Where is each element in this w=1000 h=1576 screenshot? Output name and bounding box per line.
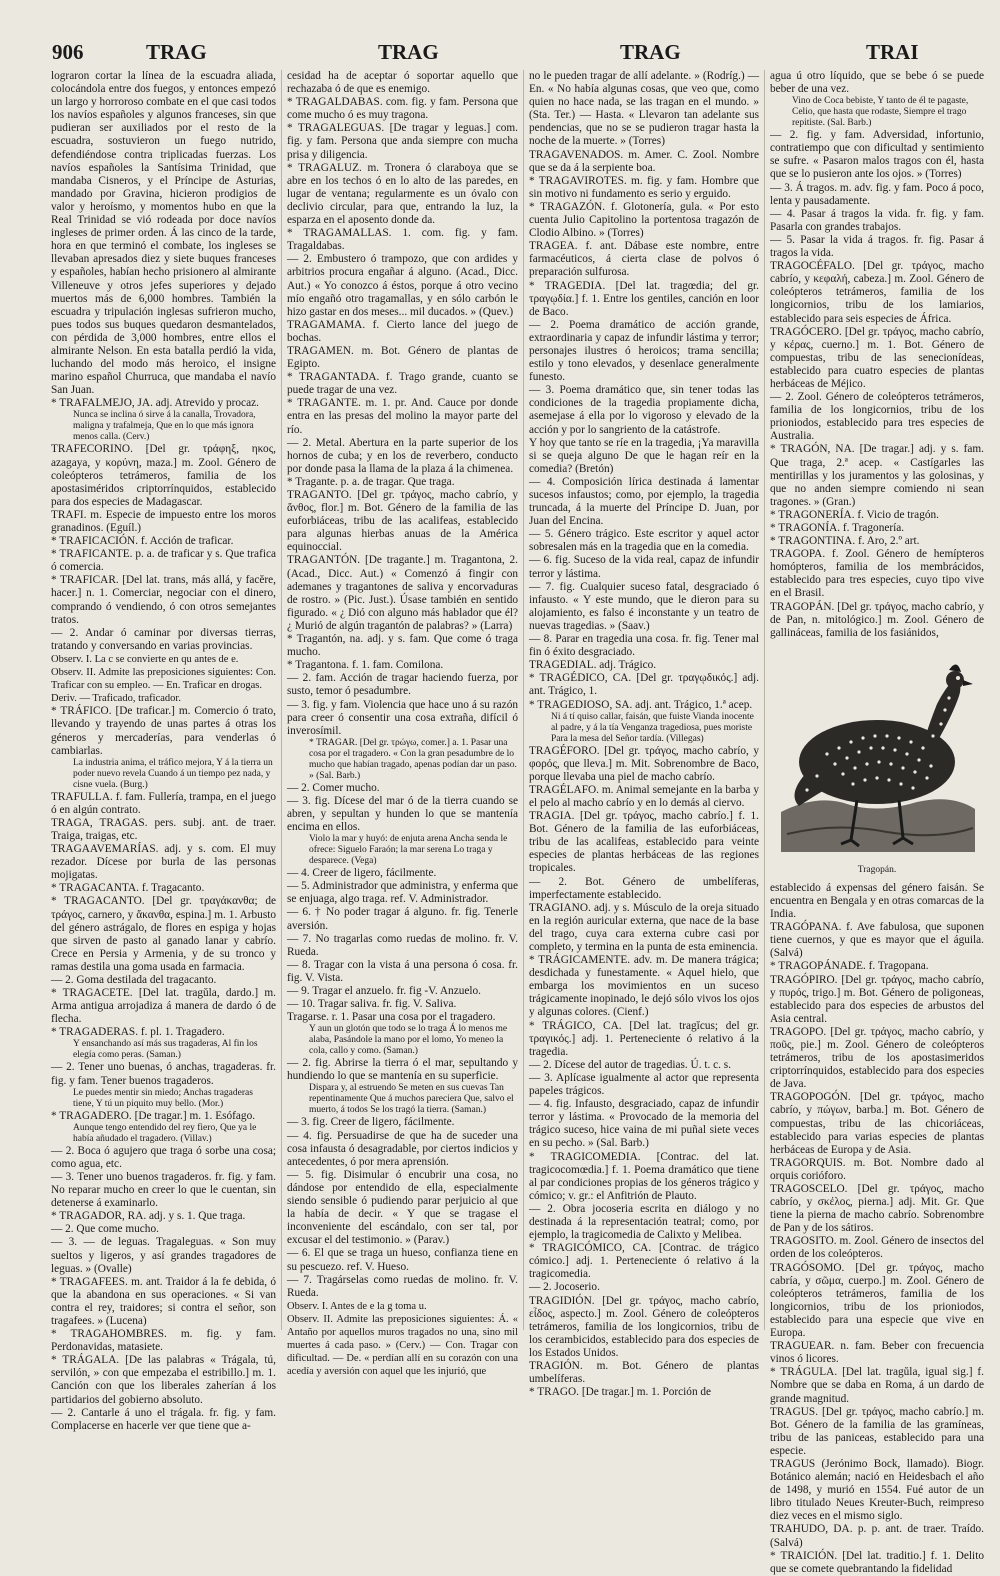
- dictionary-entry: — 5. fig. Disimular ó encubrir una cosa, no dándose por entendido de ella, especialmente siendo sensible ó pudiendo parar perjuicio al que la había de decir. « Y que se tragase el inconveniente del escándalo, con ser tal, por excusar el del testimonio. » (Parav.): [287, 1168, 518, 1247]
- text-column-2: [287, 70, 518, 1378]
- guide-word: TRAG: [378, 40, 439, 64]
- dictionary-entry: TRAHUDO, DA. p. p. ant. de traer. Traído. (Salvá): [770, 1523, 984, 1549]
- dictionary-entry: * TRAGEDIA. [Del lat. tragœdia; del gr. τραγῳδία.] f. 1. Entre los gentiles, canción en loor de Baco.: [529, 279, 759, 318]
- dictionary-entry: TRAGÉFORO. [Del gr. τράγος, macho cabrío, y φορός, que lleva.] m. Mit. Sobrenombre de Baco, porque llevaba una piel de macho cabrío.: [529, 744, 759, 783]
- dictionary-entry: — 3. Tener uno buenos tragaderos. fr. fig. y fam. No reparar mucho en creer lo que le cuentan, sin detenerse á examinarlo.: [51, 1170, 276, 1210]
- dictionary-entry: * TRAGICÓMICO, CA. [Contrac. de trágico cómico.] adj. 1. Perteneciente ó relativo á la tragicomedia.: [529, 1242, 759, 1281]
- dictionary-entry: — 3. Aplícase igualmente al actor que representa papeles trágicos.: [529, 1071, 759, 1098]
- dictionary-entry: — 2. Obra jocoseria escrita en diálogo y no destinada á la representación teatral; como, por ejemplo, la tragicomedia de Calixto y Melibea.: [529, 1202, 759, 1242]
- dictionary-entry: establecido á expensas del género faisán. Se encuentra en Bengala y en otras comarcas de la India.: [770, 881, 984, 921]
- dictionary-entry: * TRAGÉDICO, CA. [Del gr. τραγῳδικός.] adj. ant. Trágico, 1.: [529, 672, 759, 698]
- dictionary-entry: * TRAGONERÍA. f. Vicio de tragón.: [770, 508, 939, 521]
- dictionary-entry: * TRAGICOMEDIA. [Contrac. del lat. tragicocomœdia.] f. 1. Poema dramático que tiene al par condiciones propias de los géneros trágico y cómico; v. gr.: el Anfitrión de Plauto.: [529, 1150, 759, 1202]
- dictionary-entry: — 5. Género trágico. Este escritor y aquel actor sobresalen más en la tragedia que en la comedia.: [529, 528, 759, 554]
- dictionary-entry: — 5. Administrador que administra, y enferma que se enjuaga, algo traga. ref. V. Administrador.: [287, 880, 518, 906]
- dictionary-entry: * TRAGÓN, NA. [De tragar.] adj. y s. fam. Que traga, 2.ª acep. « Castígarles las mentirillas y los juramentos y las golosinas, y que no anden siempre comiendo ni sean tragones. » (Gran.): [770, 443, 984, 508]
- dictionary-entry: TRAGUS (Jerónimo Bock, llamado). Biogr. Botánico alemán; nació en Heidesbach el año de 1498, y murió en 1554. Fué autor de un libro titulado Neues Kreuter-Buch, reimpreso diez veces en el mismo siglo.: [770, 1457, 984, 1523]
- dictionary-entry: * TRAFICAR. [Del lat. trans, más allá, y facĕre, hacer.] n. 1. Comerciar, negociar con el dinero, comprando ó vendiendo, ó con otros semejantes tratos.: [51, 574, 276, 626]
- dictionary-entry: TRAGOSITO. m. Zool. Género de insectos del orden de los coleópteros.: [770, 1235, 984, 1261]
- usage-note: Observ. II. Admite las preposiciones siguientes: Con. Traficar con su empleo. — En. Traficar en drogas.: [51, 667, 276, 692]
- text-column-4: [770, 70, 984, 1575]
- quotation-verse: Ni á tí quiso callar, faisán, que fuiste Vianda inocente al padre, y á la tía Venganza tragediosa, pues moriste Para la mesa del Señor tardía. (Villegas): [551, 711, 754, 744]
- dictionary-entry: — 7. No tragarlas como ruedas de molino. fr. V. Rueda.: [287, 932, 518, 958]
- dictionary-entry: * TRAICIÓN. [Del lat. traditio.] f. 1. Delito que se comete quebrantando la fidelidad: [770, 1549, 984, 1575]
- dictionary-entry: no le pueden tragar de allí adelante. » (Rodríg.) — En. « No había algunas cosas, que veo que, como quien no hace nada, se las tragan en el mundo. » (Sta. Ter.) — Hasta. « Llevaron tan adelante sus pendencias, que no se se pudieron tragar hasta la noche de la muerte. » (Torres): [529, 70, 759, 148]
- dictionary-entry: * Tragantona. f. 1. fam. Comilona.: [287, 659, 444, 672]
- dictionary-entry: TRAGOSCELO. [Del gr. τράγος, macho cabrío, y σκέλος, pierna.] adj. Mit. Gr. Que tiene la pierna de macho cabrío. Sobrenombre de Pan y de los sátiros.: [770, 1183, 984, 1235]
- dictionary-entry: TRAGIANO. adj. y s. Músculo de la oreja situado en la región auricular externa, que nace de la base del trago, cuya cara externa cubre casi por completo, y termina en la punta de esta eminencia.: [529, 901, 759, 953]
- dictionary-entry: lograron cortar la línea de la escuadra aliada, colocándola entre dos fuegos, y entonces empezó un largo y horroroso combate en el que casi todos los navíos españoles y algunos franceses, sin que pudieran ser auxiliados por el resto de la escuadra, sostuvieron un fuego nutrido, defendiéndose contra triplicadas fuerzas. Los navíos españoles la Santísima Trinidad, que mandaba Cisneros, y el Príncipe de Asturias, mandado por Gravina, hicieron prodigios de valor y heroísmo, y momentos hubo en que la Real Trinidad se vió rodeada por doce navíos ingleses de primer orden. Á las cinco de la tarde, hora en que terminó el combate, los ingleses se llevaban apresados diez y siete buques franceses y españoles, habían hecho prisionero al almirante Villeneuve y otros jefes superiores y dejado muertos más de 6,000 hombres. También la escuadra y tripulación inglesas sufrieron mucho, pues todos sus buques quedaron desmantelados, con pérdida de 3,000 hombres, entre ellos el almirante Nelson. En esta batalla perdió la vida, luchando del modo más heroico, el insigne marino español Churruca, que mandaba el navío San Juan.: [51, 70, 276, 397]
- dictionary-entry: * TRAFICACIÓN. f. Acción de traficar.: [51, 535, 234, 548]
- dictionary-entry: * TRAFICANTE. p. a. de traficar y s. Que trafica ó comercia.: [51, 548, 276, 574]
- dictionary-entry: — 4. fig. Persuadirse de que ha de suceder una cosa infausta ó desagradable, por ciertos indicios y antecedentes, ó por mera aprensión.: [287, 1129, 518, 1168]
- dictionary-entry: * Tragante. p. a. de tragar. Que traga.: [287, 475, 455, 488]
- column-divider: [281, 70, 282, 1330]
- dictionary-entry: — 2. fig. Abrirse la tierra ó el mar, sepultando y hundiendo lo que se mantenía en su superficie.: [287, 1057, 518, 1083]
- dictionary-entry: — 2. Embustero ó trampozo, que con ardides y arbitrios procura engañar á alguno. (Acad., Dicc. Aut.) « Yo conozco á éstos, porque á otro vecino mío engañó otro tragamallas, y en sólo carbón le hizo gastar en dos meses... mil ducados. » (Quev.): [287, 253, 518, 318]
- dictionary-entry: — 3. fig. Creer de ligero, fácilmente.: [287, 1116, 455, 1129]
- dictionary-entry: — 3. Poema dramático que, sin tener todas las condiciones de la tragedia propiamente dicha, asemejase á ella por lo vigoroso y elevado de la acción y por lo sangriento de la catástrofe.: [529, 384, 759, 436]
- dictionary-entry: TRAGEA. f. ant. Dábase este nombre, entre farmacéuticos, á cierta clase de polvos ó preparación sulfurosa.: [529, 240, 759, 279]
- dictionary-entry: — 4. Pasar á tragos la vida. fr. fig. y fam. Pasarla con grandes trabajos.: [770, 207, 984, 233]
- dictionary-entry: agua ú otro líquido, que se bebe ó se puede beber de una vez.: [770, 70, 984, 96]
- dictionary-entry: — 10. Tragar saliva. fr. fig. V. Saliva.: [287, 998, 457, 1011]
- dictionary-entry: — 6. † No poder tragar á alguno. fr. fig. Tenerle aversión.: [287, 906, 518, 932]
- dictionary-entry: * TRAGOPÁNADE. f. Tragopana.: [770, 960, 929, 973]
- dictionary-entry: * TRAGAVIROTES. m. fig. y fam. Hombre que sin motivo ni fundamento es serio y erguido.: [529, 174, 759, 200]
- dictionary-entry: TRAGOPO. [Del gr. τράγος, macho cabrío, y ποῦς, pie.] m. Zool. Género de coleópteros tetrámeros, tribu de los apostasimeridos criptorrínquidos, establecido para dos especies de Java.: [770, 1025, 984, 1091]
- dictionary-entry: TRAGIÓN. m. Bot. Género de plantas umbelíferas.: [529, 1360, 759, 1386]
- usage-note: Observ. I. La c se convierte en qu antes de e.: [51, 653, 239, 665]
- dictionary-entry: — 9. Tragar el anzuelo. fr. fig -V. Anzuelo.: [287, 985, 481, 997]
- dictionary-entry: TRAGAAVEMARÍAS. adj. y s. com. El muy rezador. Dícese por burla de las personas mojigatas.: [51, 843, 276, 882]
- dictionary-entry: — 2. Boca ó agujero que traga ó sorbe una cosa; como agua, etc.: [51, 1144, 276, 1170]
- dictionary-entry: TRAGÉLAFO. m. Animal semejante en la barba y el pelo al macho cabrío y en lo demás al ciervo.: [529, 783, 759, 809]
- tragopan-bird-drawing: [777, 644, 977, 862]
- dictionary-entry: cesidad ha de aceptar ó soportar aquello que rechazaba ó de que es enemigo.: [287, 70, 518, 96]
- column-divider: [764, 70, 765, 1330]
- page-number: 906: [52, 40, 84, 64]
- quotation-verse: La industria anima, el tráfico mejora, Y á la tierra un poder nuevo revela Cuando á un tiempo pez nada, y cisne vuela. (Burg.): [73, 757, 273, 790]
- quotation-verse: * TRAGAR. [Del gr. τρώγω, comer.] a. 1. Pasar una cosa por el tragadero. « Con la gran pesadumbre de lo mucho que habían tragado, apenas podían dar un paso. » (Sal. Barb.): [309, 737, 517, 781]
- guide-word: TRAI: [866, 40, 919, 64]
- dictionary-entry: — 2. Metal. Abertura en la parte superior de los hornos de cuba; y en los de reverbero, conducto por donde pasa la llama de la plaza á la chimenea.: [287, 436, 518, 475]
- dictionary-entry: TRAFULLA. f. fam. Fullería, trampa, en el juego ó en algún contrato.: [51, 790, 276, 816]
- dictionary-entry: TRAGÓCERO. [Del gr. τράγος, macho cabrío, y κέρας, cuerno.] m. 1. Bot. Género de compuestas, tribu de las senecionídeas, establecido para cuatro especies de plantas herbáceas de Méjico.: [770, 325, 984, 390]
- dictionary-entry: * Tragantón, na. adj. y s. fam. Que come ó traga mucho.: [287, 633, 518, 659]
- dictionary-entry: — 2. Andar ó caminar por diversas tierras, tratando y conversando en varias provincias.: [51, 626, 276, 652]
- dictionary-entry: — 2. Poema dramático de acción grande, extraordinaria y capaz de infundir lástima y terror; personajes ilustres ó heroicos; trama sencilla; estilo y tono elevados, y desenlace generalmente funesto.: [529, 318, 759, 384]
- dictionary-entry: * TRAGAMALLAS. 1. com. fig. y fam. Tragaldabas.: [287, 227, 518, 253]
- dictionary-entry: — 2. Goma destilada del tragacanto.: [51, 974, 217, 986]
- quotation-verse: Dispara y, al estruendo Se meten en sus cuevas Tan repentinamente Que á muchos pareciera Que, salvo el muerto, á todos Se los tragó la tierra. (Saman.): [309, 1083, 514, 1116]
- dictionary-entry: — 2. Cantarle á uno el trágala. fr. fig. y fam. Complacerse en hacerle ver que tiene que a-: [51, 1406, 276, 1432]
- dictionary-entry: * TRAFALMEJO, JA. adj. Atrevido y procaz.: [51, 397, 259, 410]
- dictionary-entry: * TRAGALEGUAS. [De tragar y leguas.] com. fig. y fam. Persona que anda siempre con mucha prisa y diligencia.: [287, 122, 518, 161]
- figure-caption: Tragopán.: [857, 864, 897, 875]
- dictionary-entry: * TRAGADERAS. f. pl. 1. Tragadero.: [51, 1026, 225, 1039]
- dictionary-entry: TRAGOCÉFALO. [Del gr. τράγος, macho cabrío, y κεφαλή, cabeza.] m. Zool. Género de coleópteros tetrámeros, familia de los longicornios, tribu de los lamiarios, establecido para seis especies de África.: [770, 260, 984, 325]
- dictionary-entry: TRAFI. m. Especie de impuesto entre los moros granadinos. (Eguíl.): [51, 508, 276, 534]
- dictionary-entry: — 2. Que come mucho.: [51, 1223, 159, 1236]
- dictionary-entry: TRAGÓPANA. f. Ave fabulosa, que suponen tiene cuernos, y que es mayor que el águila. (Salvá): [770, 921, 984, 960]
- dictionary-entry: * TRAGANTADA. f. Trago grande, cuanto se puede tragar de una vez.: [287, 371, 518, 397]
- guide-word: TRAG: [620, 40, 681, 64]
- dictionary-entry: * TRAGAFEES. m. ant. Traidor á la fe debida, ó que la abandona en sus operaciones. « Si van contra el rey, traidores; si contra el señor, son tragafees. » (Lucena): [51, 1275, 276, 1327]
- dictionary-entry: — 4. fig. Infausto, desgraciado, capaz de infundir terror y lástima. « Provocado de la memoria del trágico suceso, hice vaina de mi puñal siete veces en su pecho. » (Sal. Barb.): [529, 1098, 759, 1150]
- dictionary-entry: TRAGOPOGÓN. [Del gr. τράγος, macho cabrío, y πώγων, barba.] m. Bot. Género de compuestas, tribu de las chicoriáceas, establecido para varias especies de plantas herbáceas de Europa y de Asia.: [770, 1091, 984, 1156]
- dictionary-entry: * TRÁGALA. [De las palabras « Trágala, tú, servilón, » con que empezaba el estribillo.] m. 1. Canción con que los liberales zaherían á los partidarios del gobierno absoluto.: [51, 1354, 276, 1406]
- dictionary-entry: * TRAGAHOMBRES. m. fig. y fam. Perdonavidas, matasiete.: [51, 1328, 276, 1354]
- dictionary-entry: — 7. fig. Cualquier suceso fatal, desgraciado ó infausto. « Y este mundo, que le dieron para su alojamiento, es falso é inconstante y un teatro de nuevas tragedias. » (Saav.): [529, 580, 759, 632]
- dictionary-entry: — 6. El que se traga un hueso, confianza tiene en su pescuezo. ref. V. Hueso.: [287, 1247, 518, 1273]
- dictionary-entry: — 2. Dícese del autor de tragedias. Ú. t. c. s.: [529, 1058, 732, 1071]
- dictionary-entry: TRAGOPA. f. Zool. Género de hemípteros homópteros, familia de los membrácidos, establecido para tres especies, cuyo tipo vive en el Brasil.: [770, 548, 984, 600]
- dictionary-entry: TRAGORQUIS. m. Bot. Nombre dado al orquis corióforo.: [770, 1156, 984, 1182]
- dictionary-entry: TRAGIDIÓN. [Del gr. τράγος, macho cabrío, εἶδος, aspecto.] m. Zool. Género de coleópteros tetrámeros, familia de los longicornios, tribu de los cerambicidos, establecido para dos especies de los Estados Unidos.: [529, 1294, 759, 1359]
- dictionary-entry: — 5. Pasar la vida á tragos. fr. fig. Pasar á tragos la vida.: [770, 233, 984, 260]
- dictionary-entry: — 4. Creer de ligero, fácilmente.: [287, 867, 437, 880]
- dictionary-entry: — 2. fam. Acción de tragar haciendo fuerza, por susto, temor ó pesadumbre.: [287, 672, 518, 698]
- usage-note: Observ. I. Antes de e la g toma u.: [287, 1300, 427, 1312]
- dictionary-entry: * TRÁGULA. [Del lat. tragŭla, igual sig.] f. Nombre que se daba en Roma, á un dardo de grande magnitud.: [770, 1366, 984, 1405]
- dictionary-entry: — 4. Composición lírica destinada á lamentar sucesos infaustos; como, por ejemplo, la tragedia truncada, á la muerte del Príncipe D. Juan, por Juan del Encina.: [529, 475, 759, 528]
- dictionary-entry: — 2. Bot. Género de umbelíferas, imperfectamente establecido.: [529, 875, 759, 901]
- dictionary-entry: TRAGAMEN. m. Bot. Género de plantas de Egipto.: [287, 344, 518, 371]
- page-header: [0, 40, 1000, 70]
- quotation-verse: Le puedes mentir sin miedo; Anchas tragaderas tiene, Y tú un piquito muy bello. (Mor.): [73, 1087, 253, 1109]
- tragopan-illustration: [770, 644, 984, 880]
- dictionary-entry: * TRAGONÍA. f. Tragonería.: [770, 522, 905, 534]
- dictionary-entry: Tragarse. r. 1. Pasar una cosa por el tragadero.: [287, 1011, 496, 1024]
- dictionary-entry: TRAGA, TRAGAS. pers. subj. ant. de traer. Traiga, traigas, etc.: [51, 816, 276, 842]
- usage-note: Observ. II. Admite las preposiciones siguientes: Á. « Antaño por aquellos muros tragados no una, sino mil muertes á cada paso. » (Cerv.) — Con. Tragar con dificultad. — De. « perdían allí en su corazón con una acedía y aversión con aquel que les injurió, que: [287, 1313, 518, 1378]
- dictionary-entry: TRAGIA. [Del gr. τράγος, macho cabrío.] f. 1. Bot. Género de la familia de las euforbiáceas, tribu de las acalifeas, establecido para veinte especies de plantas herbáceas de las regiones tropicales.: [529, 810, 759, 875]
- dictionary-entry: TRAGOPÁN. [Del gr. τράγος, macho cabrío, y de Pan, n. mitológico.] m. Zool. Género de gallináceas, familia de los fasiánidos,: [770, 600, 984, 639]
- dictionary-entry: * TRAGACANTA. f. Tragacanto.: [51, 882, 205, 895]
- dictionary-entry: — 6. fig. Suceso de la vida real, capaz de infundir terror y lástima.: [529, 554, 759, 580]
- guide-word: TRAG: [146, 40, 207, 64]
- dictionary-entry: TRAGUS. [Del gr. τράγος, macho cabrío.] m. Bot. Género de la familia de las gramíneas, tribu de las paniceas, establecido para una especie.: [770, 1405, 984, 1457]
- dictionary-entry: * TRÁGICAMENTE. adv. m. De manera trágica; desdichada y funestamente. « Aquel hielo, que embarga los movimientos en un suceso trágicamente inopinado, le dejó sólo vivos los ojos y algunas colores. (Cienf.): [529, 954, 759, 1019]
- dictionary-entry: * TRAGALUZ. m. Tronera ó claraboya que se abre en los techos ó en lo alto de las paredes, en lugar de ventana; regularmente es un óvalo con declivio circular, para que, entrando la luz, la esparza en el aposento donde da.: [287, 161, 518, 227]
- text-column-1: [51, 70, 276, 1432]
- quotation-verse: Y ensanchando así más sus tragaderas, Al fin los elegía como peras. (Saman.): [73, 1039, 258, 1061]
- dictionary-entry: TRAGÓPIRO. [Del gr. τράγος, macho cabrío, y πυρός, trigo.] m. Bot. Género de poligoneas, establecido para dos especies de arbustos del Asia central.: [770, 973, 984, 1025]
- dictionary-entry: — 2. Tener uno buenas, ó anchas, tragaderas. fr. fig. y fam. Tener buenos tragaderos.: [51, 1061, 276, 1087]
- dictionary-entry: — 7. Tragárselas como ruedas de molino. fr. V. Rueda.: [287, 1273, 518, 1299]
- quotation-verse: Nunca se inclina ó sirve á la canalla, Trovadora, maligna y trafalmeja, Que en lo que más ignora menos calla. (Cerv.): [73, 410, 256, 443]
- dictionary-entry: — 2. Jocoserio.: [529, 1281, 600, 1294]
- dictionary-entry: — 3. Á tragos. m. adv. fig. y fam. Poco á poco, lenta y pausadamente.: [770, 181, 984, 207]
- dictionary-entry: — 8. Tragar con la vista á una persona ó cosa. fr. fig. V. Vista.: [287, 958, 518, 984]
- dictionary-entry: * TRAGO. [De tragar.] m. 1. Porción de: [529, 1386, 712, 1399]
- dictionary-entry: TRAGAVENADOS. m. Amer. C. Zool. Nombre que se da á la serpiente boa.: [529, 148, 759, 174]
- dictionary-entry: * TRAGACETE. [Del lat. tragŭla, dardo.] m. Arma antigua arrojadiza á manera de dardo ó de flecha.: [51, 987, 276, 1026]
- usage-note: Deriv. — Traficado, traficador.: [51, 693, 181, 705]
- dictionary-entry: TRAFECORINO. [Del gr. τράφηξ, ηκος, azagaya, y κορύνη, maza.] m. Zool. Género de coleópteros tetrámeros, familia de los apostasiméridos criptorrínquidos, establecido para dos especies de Madagascar.: [51, 443, 276, 508]
- column-divider: [523, 70, 524, 1330]
- dictionary-entry: * TRAGEDIOSO, SA. adj. ant. Trágico, 1.ª acep.: [529, 698, 753, 711]
- dictionary-entry: TRAGANTO. [Del gr. τράγος, macho cabrío, y ἄνθος, flor.] m. Bot. Género de la familia de las euforbiáceas, tribu de las acalifeas, establecido para algunas hierbas anuas de la América equinoccial.: [287, 489, 518, 554]
- quotation-verse: Aunque tengo entendido del rey fiero, Que ya le había añudado el tragadero. (Villav.): [73, 1122, 257, 1144]
- text-column-3: [529, 70, 759, 1399]
- dictionary-entry: TRAGANTÓN. [De tragante.] m. Tragantona, 2. (Acad., Dicc. Aut.) « Comenzó á fingir con ademanes y tragantones de saliva y encorvaduras de rostro. » (Pic. Just.). Úsase también en sentido figurado. « ¿ Dió con alguno más hablador que él? ¿ Murió de algún tragantón de palabras? » (Larra): [287, 554, 518, 632]
- dictionary-entry: — 2. Zool. Género de coleópteros tetrámeros, familia de los longicornios, tribu de los prioniodos, establecido para tres especies de Australia.: [770, 391, 984, 443]
- dictionary-entry: TRAGÓSOMO. [Del gr. τράγος, macho cabría, y σῶμα, cuerpo.] m. Zool. Género de coleópteros tetrámeros, familia de los longicornios, tribu de los prioniodos, establecido para una especie que vive en Europa.: [770, 1261, 984, 1340]
- dictionary-entry: TRAGAMAMA. f. Cierto lance del juego de bochas.: [287, 318, 518, 344]
- dictionary-entry: TRAGUEAR. n. fam. Beber con frecuencia vinos ó licores.: [770, 1340, 984, 1366]
- dictionary-entry: * TRÁGICO, CA. [Del lat. tragĭcus; del gr. τραγικός.] adj. 1. Perteneciente ó relativo á la tragedia.: [529, 1019, 759, 1058]
- dictionary-entry: — 3. fig. Dícese del mar ó de la tierra cuando se abren, y sepultan y hunden lo que se mantenía encima en ellos.: [287, 794, 518, 834]
- dictionary-entry: — 2. fig. y fam. Adversidad, infortunio, contratiempo que con dificultad y sentimiento se sufre. « Pasaron malos tragos con él, hasta que se lo pusieron ante los ojos. » (Torres): [770, 129, 984, 181]
- dictionary-entry: TRAGEDIAL. adj. Trágico.: [529, 659, 657, 672]
- dictionary-entry: * TRAGAZÓN. f. Glotonería, gula. « Por esto cuenta Julio Capitolino la portentosa tragazón de Clodio Albino. » (Torres): [529, 200, 759, 240]
- dictionary-entry: — 2. Comer mucho.: [287, 781, 380, 794]
- dictionary-entry: — 8. Parar en tragedia una cosa. fr. fig. Tener mal fin ó éxito desgraciado.: [529, 633, 759, 659]
- quotation-verse: Y aun un glotón que todo se lo traga Á lo menos me alaba, Pasándole la mano por el lomo, Yo meneo la cola, callo y como. (Saman.): [309, 1024, 508, 1057]
- dictionary-entry: * TRAGONTINA. f. Aro, 2.º art.: [770, 535, 920, 548]
- dictionary-entry: — 3. fig. y fam. Violencia que hace uno á su razón para creer ó consentir una cosa extraña, difícil ó inverosímil.: [287, 698, 518, 737]
- dictionary-entry: * TRAGADERO. [De tragar.] m. 1. Esófago.: [51, 1109, 256, 1122]
- dictionary-entry: Y hoy que tanto se ríe en la tragedia, ¡Ya maravilla si se queja alguno De que le hagan reír en la comedia? (Bretón): [529, 436, 759, 475]
- dictionary-entry: * TRAGALDABAS. com. fig. y fam. Persona que come mucho ó es muy tragona.: [287, 96, 518, 122]
- dictionary-entry: * TRAGADOR, RA. adj. y s. 1. Que traga.: [51, 1210, 246, 1223]
- dictionary-entry: * TRÁFICO. [De traficar.] m. Comercio ó trato, llevando y trayendo de unas partes á otras los géneros y mercaderías, para venderlas ó cambiarlas.: [51, 705, 276, 757]
- dictionary-entry: * TRAGANTE. m. 1. pr. And. Cauce por donde entra en las presas del molino la mayor parte del río.: [287, 397, 518, 436]
- dictionary-entry: * TRAGACANTO. [Del gr. τραγάκανθα; de τράγος, carnero, y ἄκανθα, espina.] m. 1. Arbusto del género astrágalo, de flores en espiga y hojas que sirven de pasto al ganado lanar y cabrío. Crece en Persia y Armenia, y de su tronco y ramas destila una goma usada en farmacia.: [51, 895, 276, 973]
- dictionary-entry: — 3. — de leguas. Tragaleguas. « Son muy sueltos y ligeros, y así grandes tragadores de leguas. » (Ovalle): [51, 1236, 276, 1275]
- quotation-verse: Vino de Coca bebiste, Y tanto de él te pagaste, Celio, que hasta que rodaste, Siempre el trago repitiste. (Sal. Barb.): [792, 96, 969, 129]
- quotation-verse: Violo la mar y huyó: de enjuta arena Ancha senda le ofrece: Siguelo Faraón; la mar serena Lo traga y desparece. (Vega): [309, 834, 508, 867]
